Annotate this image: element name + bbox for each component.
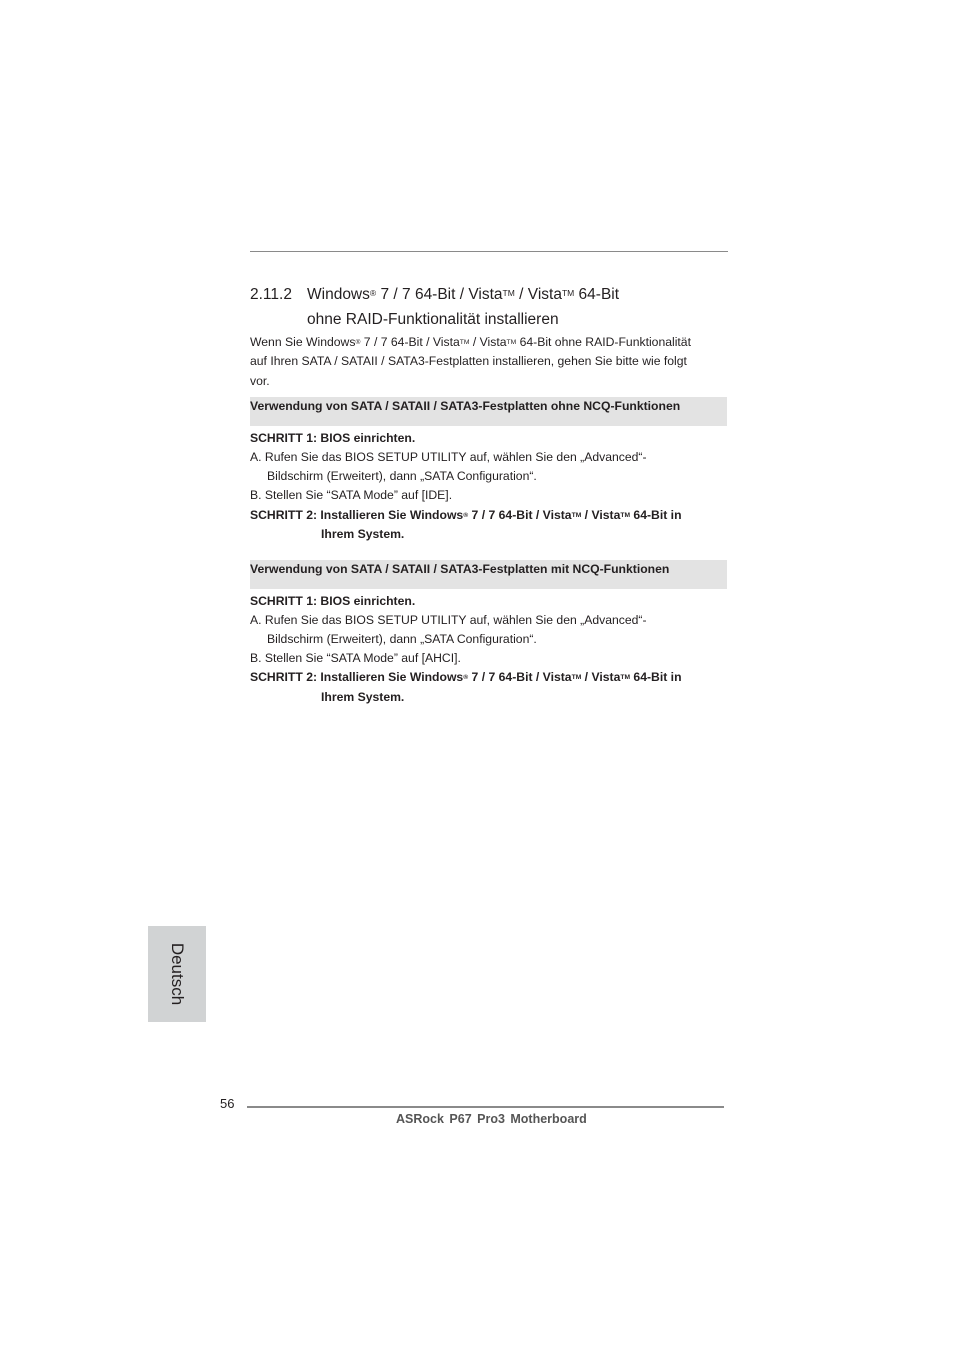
heading-text: / Vista: [514, 286, 562, 303]
registered-mark: ®: [463, 511, 469, 519]
step1-heading: SCHRITT 1: BIOS einrichten.: [250, 431, 416, 445]
step2-text: SCHRITT 2: Installieren Sie Windows: [250, 670, 464, 684]
step2-heading: [250, 506, 682, 527]
trademark-mark: TM: [502, 288, 515, 299]
step-b-line: B. Stellen Sie “SATA Mode” auf [IDE].: [250, 488, 453, 502]
language-side-tab: [148, 926, 206, 1022]
band-heading-no-ncq: Verwendung von SATA / SATAII / SATA3-Festplatten ohne NCQ-Funktionen: [250, 399, 681, 413]
trademark-mark: TM: [571, 511, 582, 519]
step2-heading: [250, 668, 682, 689]
page-number: 56: [220, 1096, 235, 1111]
language-label: Deutsch: [168, 942, 187, 1006]
section-number: 2.11.2: [250, 286, 292, 303]
trademark-mark: TM: [620, 673, 631, 681]
trademark-mark: TM: [506, 338, 517, 346]
step-a-line1: A. Rufen Sie das BIOS SETUP UTILITY auf, wählen Sie den „Advanced“-: [250, 450, 647, 464]
step2-text: 7 / 7 64-Bit / Vista: [468, 670, 572, 684]
trademark-mark: TM: [561, 288, 575, 299]
footer-product: ASRock P67 Pro3 Motherboard: [396, 1112, 587, 1126]
step-a-line1: A. Rufen Sie das BIOS SETUP UTILITY auf, wählen Sie den „Advanced“-: [250, 613, 647, 627]
step2-text: 64-Bit in: [630, 508, 682, 522]
heading-text: 7 / 7 64-Bit / Vista: [376, 286, 503, 303]
trademark-mark: TM: [571, 673, 582, 681]
step2-text: SCHRITT 2: Installieren Sie Windows: [250, 508, 464, 522]
registered-mark: ®: [355, 338, 361, 346]
intro-line-2: auf Ihren SATA / SATAII / SATA3-Festplatten installieren, gehen Sie bitte wie folgt: [250, 354, 687, 368]
step1-heading: SCHRITT 1: BIOS einrichten.: [250, 594, 416, 608]
trademark-mark: TM: [459, 338, 470, 346]
step2-text: / Vista: [581, 670, 621, 684]
intro-text: Wenn Sie Windows: [250, 335, 356, 349]
step2-line2: Ihrem System.: [321, 690, 405, 704]
section-heading-line2: ohne RAID-Funktionalität installieren: [307, 311, 559, 328]
step-b-line: B. Stellen Sie “SATA Mode” auf [AHCI].: [250, 651, 461, 665]
step2-text: 64-Bit in: [630, 670, 682, 684]
bottom-divider: [247, 1106, 724, 1108]
section-heading: [250, 286, 619, 304]
step-a-line2: Bildschirm (Erweitert), dann „SATA Configuration“.: [267, 632, 537, 646]
step2-line2: Ihrem System.: [321, 527, 405, 541]
step-a-line2: Bildschirm (Erweitert), dann „SATA Configuration“.: [267, 469, 537, 483]
intro-text: / Vista: [469, 335, 507, 349]
heading-text: Windows: [307, 286, 370, 303]
step2-text: / Vista: [581, 508, 621, 522]
intro-text: 7 / 7 64-Bit / Vista: [360, 335, 460, 349]
heading-text: 64-Bit: [574, 286, 620, 303]
intro-line-3: vor.: [250, 374, 270, 388]
intro-line-1: [250, 333, 691, 354]
registered-mark: ®: [369, 288, 377, 299]
band-heading-ncq: Verwendung von SATA / SATAII / SATA3-Festplatten mit NCQ-Funktionen: [250, 562, 670, 576]
step2-text: 7 / 7 64-Bit / Vista: [468, 508, 572, 522]
registered-mark: ®: [463, 673, 469, 681]
top-divider: [250, 251, 728, 252]
intro-text: 64-Bit ohne RAID-Funktionalität: [516, 335, 691, 349]
trademark-mark: TM: [620, 511, 631, 519]
